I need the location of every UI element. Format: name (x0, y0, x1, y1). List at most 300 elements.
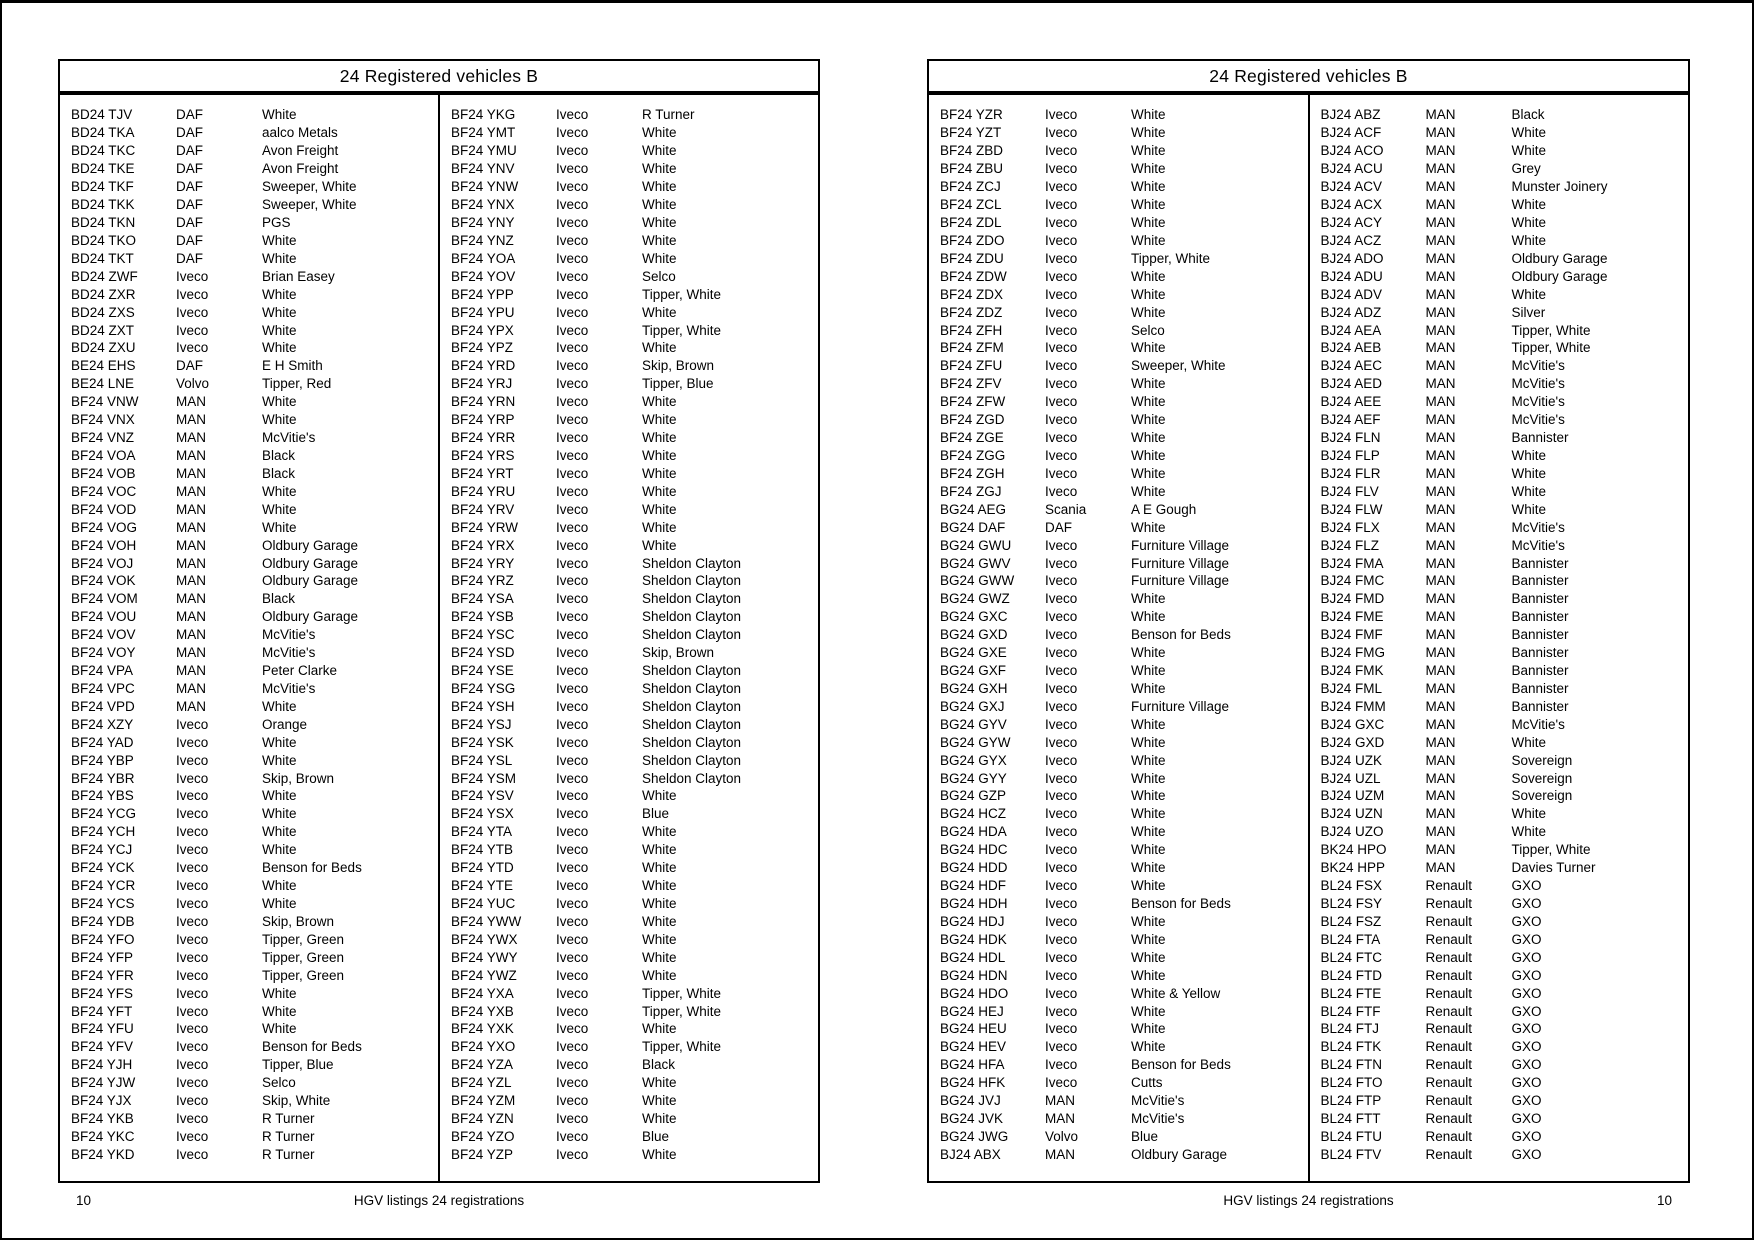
make-text: Renault (1425, 967, 1473, 983)
livery-text: White (262, 340, 297, 356)
vehicle-row (60, 787, 438, 805)
registration-text: BG24 GXC (940, 609, 1008, 625)
vehicle-row (440, 464, 818, 482)
livery-text: White (1131, 806, 1166, 822)
livery-text: Peter Clarke (262, 663, 338, 679)
make-text: Iveco (556, 770, 589, 786)
registration-text: BF24 YXB (451, 1003, 514, 1019)
registration-text: BF24 YSH (451, 698, 515, 714)
page-title: 24 Registered vehicles B (1209, 65, 1408, 86)
livery-text: Oldbury Garage (262, 537, 359, 553)
make-text: MAN (1425, 430, 1456, 446)
vehicle-row (60, 429, 438, 447)
registration-text: BF24 VPA (71, 663, 134, 679)
registration-text: BF24 YSG (451, 680, 516, 696)
registration-text: BG24 GWZ (940, 591, 1010, 607)
vehicle-row (1310, 429, 1689, 447)
vehicle-row (60, 823, 438, 841)
livery-text: White (1131, 1003, 1166, 1019)
livery-text: GXO (1511, 1003, 1542, 1019)
vehicle-row (440, 267, 818, 285)
vehicle-row (929, 1038, 1308, 1056)
registration-text: BF24 ZGE (940, 430, 1004, 446)
livery-text: White (1131, 878, 1166, 894)
registration-text: BF24 YWX (451, 931, 518, 947)
livery-text: PGS (262, 214, 291, 230)
vehicle-row (929, 590, 1308, 608)
registration-text: BJ24 ACX (1320, 197, 1383, 213)
make-text: Iveco (176, 268, 209, 284)
make-text: Volvo (176, 376, 210, 392)
livery-text: GXO (1511, 1093, 1542, 1109)
make-text: Volvo (1045, 1129, 1079, 1144)
registration-text: BF24 YRP (451, 412, 515, 428)
make-text: Iveco (1045, 125, 1078, 141)
vehicle-row (60, 1092, 438, 1110)
make-text: MAN (1425, 537, 1456, 553)
registration-text: BF24 YZA (451, 1057, 514, 1073)
make-text: Iveco (556, 734, 589, 750)
livery-text: Benson for Beds (262, 860, 362, 876)
registration-text: BF24 YXA (451, 985, 514, 1001)
vehicle-row (440, 984, 818, 1002)
registration-text: BL24 FTN (1320, 1057, 1383, 1073)
make-text: MAN (1425, 716, 1456, 732)
make-text: Iveco (556, 1057, 589, 1073)
registration-text: BD24 TKK (71, 197, 135, 213)
registration-text: BJ24 ACU (1320, 161, 1383, 177)
registration-text: BJ24 FMG (1320, 645, 1386, 661)
livery-text: Sovereign (1511, 752, 1573, 768)
registration-text: BF24 YKB (71, 1111, 134, 1127)
vehicle-row (440, 715, 818, 733)
livery-text: Skip, Brown (262, 770, 335, 786)
make-text: Iveco (1045, 896, 1078, 912)
page-left (58, 59, 820, 1211)
registration-text: BF24 YOA (451, 250, 516, 266)
livery-text: Tipper, White (1511, 322, 1591, 338)
make-text: Iveco (176, 286, 209, 302)
vehicle-row (440, 1092, 818, 1110)
make-text: MAN (176, 519, 206, 535)
registration-text: BF24 YTB (451, 842, 514, 858)
livery-text: Oldbury Garage (1131, 1146, 1228, 1162)
make-text: DAF (176, 197, 203, 213)
make-text: Iveco (1045, 842, 1078, 858)
vehicle-row (440, 697, 818, 715)
registration-text: BF24 YOV (451, 268, 516, 284)
make-text: MAN (1425, 376, 1456, 392)
make-text: Iveco (176, 913, 209, 929)
registration-text: BJ24 UZN (1320, 806, 1383, 822)
livery-text: White (642, 1146, 677, 1162)
livery-text: White (262, 985, 297, 1001)
livery-text: White (262, 1003, 297, 1019)
livery-text: White (1511, 501, 1547, 517)
vehicle-row (929, 948, 1308, 966)
vehicle-row (60, 303, 438, 321)
vehicle-column-2 (440, 95, 818, 1181)
vehicle-row (60, 500, 438, 518)
registration-text: BG24 HDD (940, 860, 1008, 876)
make-text: Iveco (556, 232, 589, 248)
registration-text: BJ24 UZK (1320, 752, 1383, 768)
registration-text: BF24 ZGD (940, 412, 1005, 428)
livery-text: GXO (1511, 913, 1542, 929)
livery-text: White (1131, 645, 1166, 661)
vehicle-row (440, 1110, 818, 1128)
vehicle-row (929, 1074, 1308, 1092)
registration-text: BF24 ZDL (940, 214, 1002, 230)
vehicle-row (440, 500, 818, 518)
make-text: Iveco (556, 555, 589, 571)
registration-text: BF24 ZCJ (940, 179, 1001, 195)
vehicle-row (60, 1128, 438, 1146)
livery-text: White (642, 1093, 677, 1109)
livery-text: White (1131, 824, 1166, 840)
registration-text: BF24 ZGJ (940, 483, 1002, 499)
livery-text: GXO (1511, 1129, 1542, 1144)
vehicle-row (1310, 590, 1689, 608)
make-text: Iveco (176, 842, 209, 858)
registration-text: BF24 VOA (71, 447, 136, 463)
livery-text: Furniture Village (1131, 573, 1230, 589)
vehicle-row (1310, 339, 1689, 357)
livery-text: White (642, 465, 677, 481)
livery-text: White (262, 842, 297, 858)
registration-text: BG24 AEG (940, 501, 1007, 517)
livery-text: White (1131, 161, 1166, 177)
vehicle-row (440, 877, 818, 895)
livery-text: Oldbury Garage (262, 555, 359, 571)
vehicle-row (440, 231, 818, 249)
livery-text: Bannister (1511, 573, 1569, 589)
livery-text: White (262, 250, 297, 266)
registration-text: BF24 YWW (451, 913, 522, 929)
vehicle-row (929, 267, 1308, 285)
livery-text: Davies Turner (1511, 860, 1596, 876)
vehicle-row (1310, 608, 1689, 626)
livery-text: Furniture Village (1131, 537, 1230, 553)
vehicle-row (1310, 1074, 1689, 1092)
registration-text: BL24 FSY (1320, 896, 1383, 912)
livery-text: Sheldon Clayton (642, 609, 742, 625)
registration-text: BG24 JWG (940, 1129, 1009, 1144)
make-text: Iveco (1045, 806, 1078, 822)
vehicle-row (60, 966, 438, 984)
vehicle-row (60, 1020, 438, 1038)
livery-text: Bannister (1511, 627, 1569, 643)
registration-text: BD24 ZXT (71, 322, 135, 338)
registration-text: BF24 YSV (451, 788, 514, 804)
make-text: Iveco (556, 949, 589, 965)
registration-text: BF24 YZT (940, 125, 1002, 141)
registration-text: BJ24 FLP (1320, 447, 1380, 463)
livery-text: White (262, 896, 297, 912)
make-text: MAN (1425, 663, 1456, 679)
registration-text: BF24 YFO (71, 931, 135, 947)
livery-text: E H Smith (262, 358, 323, 374)
make-text: MAN (1425, 143, 1456, 159)
registration-text: BG24 GXJ (940, 698, 1005, 714)
make-text: Iveco (1045, 340, 1078, 356)
vehicle-row (929, 106, 1308, 124)
livery-text: Sheldon Clayton (642, 591, 742, 607)
make-text: Iveco (556, 214, 589, 230)
livery-text: Tipper, Blue (262, 1057, 334, 1073)
livery-text: White (1511, 465, 1547, 481)
livery-text: Bannister (1511, 430, 1569, 446)
vehicle-row (929, 715, 1308, 733)
registration-text: BF24 YJX (71, 1093, 132, 1109)
livery-text: Cutts (1131, 1075, 1163, 1091)
registration-text: BG24 GXH (940, 680, 1008, 696)
make-text: Iveco (556, 824, 589, 840)
make-text: Renault (1425, 1146, 1473, 1162)
make-text: Iveco (556, 394, 589, 410)
livery-text: Sheldon Clayton (642, 573, 742, 589)
make-text: MAN (1425, 555, 1456, 571)
livery-text: White (262, 232, 297, 248)
vehicle-row (1310, 1020, 1689, 1038)
make-text: MAN (1425, 609, 1456, 625)
livery-text: White (1511, 232, 1547, 248)
make-text: MAN (1425, 788, 1456, 804)
make-text: DAF (176, 214, 203, 230)
livery-text: Sheldon Clayton (642, 663, 742, 679)
make-text: DAF (176, 143, 203, 159)
vehicle-row (1310, 500, 1689, 518)
vehicle-row (60, 178, 438, 196)
make-text: Iveco (556, 501, 589, 517)
vehicle-row (929, 339, 1308, 357)
vehicle-row (929, 984, 1308, 1002)
vehicle-row (440, 680, 818, 698)
vehicle-row (929, 572, 1308, 590)
livery-text: Tipper, Green (262, 967, 345, 983)
registration-text: BF24 VOD (71, 501, 137, 517)
make-text: Iveco (176, 340, 209, 356)
livery-text: White (1511, 734, 1547, 750)
make-text: Iveco (1045, 573, 1078, 589)
make-text: Iveco (1045, 878, 1078, 894)
vehicle-row (929, 214, 1308, 232)
livery-text: Tipper, White (642, 985, 722, 1001)
registration-text: BG24 JVK (940, 1111, 1004, 1127)
livery-text: White (262, 752, 297, 768)
registration-text: BD24 TKN (71, 214, 136, 230)
vehicle-row (60, 1056, 438, 1074)
registration-text: BF24 ZDX (940, 286, 1004, 302)
make-text: Iveco (556, 376, 589, 392)
livery-text: Benson for Beds (1131, 1057, 1231, 1073)
registration-text: BF24 YPU (451, 304, 515, 320)
vehicle-row (929, 841, 1308, 859)
make-text: MAN (1425, 197, 1456, 213)
registration-text: BF24 YCG (71, 806, 137, 822)
livery-text: White (1131, 304, 1166, 320)
page-title-box (927, 59, 1690, 93)
livery-text: White (262, 698, 297, 714)
make-text: MAN (1425, 179, 1456, 195)
livery-text: White (642, 878, 677, 894)
registration-text: BF24 YTA (451, 824, 513, 840)
livery-text: White (1131, 752, 1166, 768)
vehicle-row (929, 429, 1308, 447)
registration-text: BF24 YJH (71, 1057, 133, 1073)
registration-text: BJ24 AEC (1320, 358, 1383, 374)
vehicle-row (1310, 930, 1689, 948)
livery-text: Black (262, 465, 296, 481)
livery-text: Bannister (1511, 591, 1569, 607)
vehicle-list-left (58, 93, 820, 1183)
make-text: Iveco (1045, 107, 1078, 123)
make-text: DAF (176, 232, 203, 248)
vehicle-row (440, 662, 818, 680)
registration-text: BF24 YZO (451, 1129, 515, 1144)
make-text: MAN (176, 680, 206, 696)
vehicle-row (929, 518, 1308, 536)
registration-text: BF24 YFP (71, 949, 134, 965)
livery-text: Bannister (1511, 609, 1569, 625)
page-footer-left (58, 1193, 820, 1211)
vehicle-row (1310, 393, 1689, 411)
registration-text: BD24 TKE (71, 161, 135, 177)
registration-text: BJ24 ADV (1320, 286, 1383, 302)
registration-text: BJ24 AED (1320, 376, 1383, 392)
make-text: Iveco (556, 627, 589, 643)
registration-text: BF24 VOV (71, 627, 136, 643)
livery-text: White (1131, 949, 1166, 965)
vehicle-row (440, 859, 818, 877)
livery-text: White (262, 483, 297, 499)
registration-text: BF24 VNZ (71, 430, 135, 446)
registration-text: BD24 ZXU (71, 340, 136, 356)
livery-text: White (1131, 465, 1166, 481)
livery-text: White (262, 519, 297, 535)
vehicle-row (440, 393, 818, 411)
vehicle-row (60, 590, 438, 608)
registration-text: BF24 VOU (71, 609, 137, 625)
livery-text: White (642, 232, 677, 248)
registration-text: BF24 YCS (71, 896, 135, 912)
make-text: Iveco (176, 931, 209, 947)
vehicle-row (929, 142, 1308, 160)
vehicle-row (1310, 733, 1689, 751)
registration-text: BJ24 FLV (1320, 483, 1379, 499)
livery-text: Blue (642, 806, 670, 822)
vehicle-row (440, 733, 818, 751)
livery-text: aalco Metals (262, 125, 338, 141)
registration-text: BF24 YSJ (451, 716, 512, 732)
vehicle-row (60, 339, 438, 357)
livery-text: Avon Freight (262, 161, 339, 177)
livery-text: Sweeper, White (1131, 358, 1226, 374)
vehicle-row (929, 482, 1308, 500)
vehicle-row (1310, 697, 1689, 715)
livery-text: White (642, 824, 677, 840)
registration-text: BJ24 GXC (1320, 716, 1385, 732)
registration-text: BF24 YUC (451, 896, 516, 912)
vehicle-row (1310, 285, 1689, 303)
livery-text: White (1131, 483, 1166, 499)
registration-text: BF24 ZGG (940, 447, 1006, 463)
registration-text: BG24 HDK (940, 931, 1007, 947)
registration-text: BF24 ZDO (940, 232, 1005, 248)
vehicle-row (1310, 375, 1689, 393)
vehicle-row (60, 769, 438, 787)
registration-text: BJ24 FMM (1320, 698, 1386, 714)
registration-text: BF24 YRV (451, 501, 515, 517)
vehicle-row (1310, 1110, 1689, 1128)
registration-text: BG24 HDC (940, 842, 1008, 858)
vehicle-row (929, 1145, 1308, 1163)
make-text: Iveco (556, 680, 589, 696)
registration-text: BG24 HEJ (940, 1003, 1004, 1019)
make-text: Iveco (176, 806, 209, 822)
make-text: Iveco (556, 268, 589, 284)
vehicle-row (440, 626, 818, 644)
vehicle-row (60, 249, 438, 267)
vehicle-row (440, 1002, 818, 1020)
vehicle-row (929, 751, 1308, 769)
livery-text: White (1131, 394, 1166, 410)
make-text: Iveco (1045, 824, 1078, 840)
registration-text: BG24 HCZ (940, 806, 1007, 822)
make-text: Iveco (556, 143, 589, 159)
vehicle-row (60, 930, 438, 948)
registration-text: BF24 ZFU (940, 358, 1003, 374)
vehicle-row (929, 447, 1308, 465)
vehicle-row (440, 805, 818, 823)
registration-text: BF24 YMU (451, 143, 517, 159)
make-text: Iveco (556, 125, 589, 141)
make-text: MAN (1425, 824, 1456, 840)
vehicle-row (1310, 447, 1689, 465)
vehicle-row (440, 285, 818, 303)
make-text: MAN (176, 447, 206, 463)
make-text: DAF (176, 358, 203, 374)
registration-text: BF24 YFV (71, 1039, 134, 1055)
vehicle-row (60, 680, 438, 698)
registration-text: BF24 YZM (451, 1093, 516, 1109)
make-text: Iveco (1045, 716, 1078, 732)
vehicle-row (1310, 554, 1689, 572)
livery-text: White (1131, 519, 1166, 535)
registration-text: BJ24 ABX (940, 1146, 1001, 1162)
make-text: Iveco (1045, 1057, 1078, 1073)
livery-text: White (1131, 1021, 1166, 1037)
registration-text: BG24 GYW (940, 734, 1011, 750)
livery-text: White (262, 1021, 297, 1037)
vehicle-row (60, 895, 438, 913)
vehicle-row (1310, 1145, 1689, 1163)
vehicle-row (60, 142, 438, 160)
registration-text: BF24 YCJ (71, 842, 133, 858)
vehicle-row (929, 608, 1308, 626)
make-text: MAN (1425, 591, 1456, 607)
livery-text: Tipper, Green (262, 931, 345, 947)
make-text: Iveco (1045, 680, 1078, 696)
registration-text: BJ24 FMF (1320, 627, 1383, 643)
livery-text: White (642, 214, 677, 230)
vehicle-row (440, 106, 818, 124)
registration-text: BL24 FSZ (1320, 913, 1382, 929)
livery-text: A E Gough (1131, 501, 1197, 517)
registration-text: BF24 VNW (71, 394, 139, 410)
make-text: Iveco (1045, 483, 1078, 499)
vehicle-row (1310, 249, 1689, 267)
